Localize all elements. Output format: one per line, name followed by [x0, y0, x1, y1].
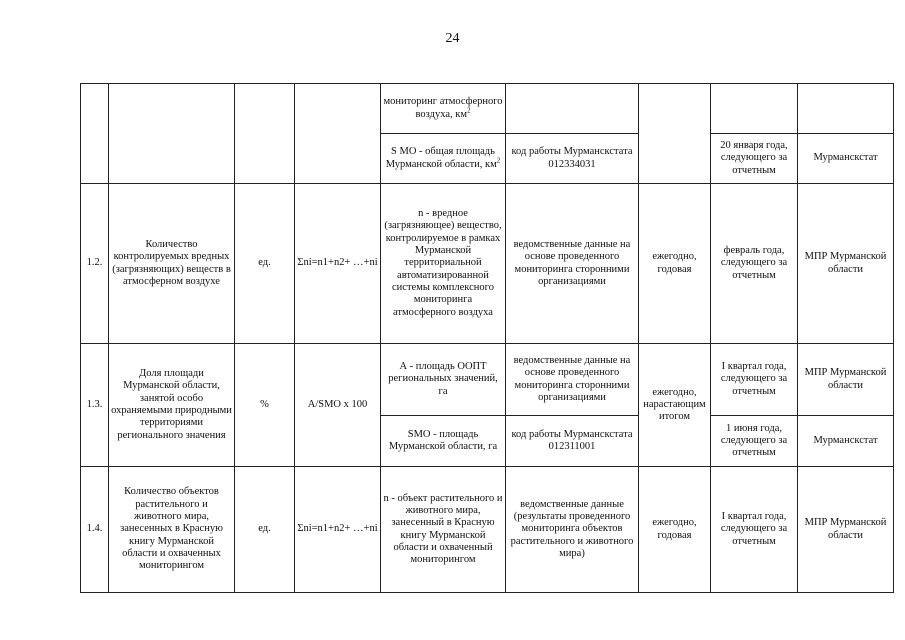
cell-source: ведомственные данные (результаты проведенного мониторинга объектов растительного и животного мира) [506, 467, 639, 593]
cell-responsible: МПР Мурманской области [798, 184, 894, 344]
cell-formula [295, 84, 381, 184]
table-row [81, 467, 894, 593]
cell-formula: Σni=n1+n2+ …+ni [295, 184, 381, 344]
table-row [81, 344, 894, 416]
cell-unit [235, 84, 295, 184]
cell-name: Доля площади Мурманской области, занятой особо охраняемыми природными территориями регионального значения [109, 344, 235, 467]
cell-deadline: I квартал года, следующего за отчетным [711, 467, 798, 593]
cell-deadline: февраль года, следующего за отчетным [711, 184, 798, 344]
cell-num: 1.4. [81, 467, 109, 593]
cell-unit: ед. [235, 467, 295, 593]
cell-source: код работы Мурманскстата 012334031 [506, 134, 639, 184]
cell-frequency [639, 84, 711, 184]
cell-name [109, 84, 235, 184]
indicators-table [80, 83, 894, 593]
cell-source: код работы Мурманскстата 012311001 [506, 416, 639, 467]
cell-source: ведомственные данные на основе проведенного мониторинга сторонними организациями [506, 184, 639, 344]
cell-deadline [711, 84, 798, 134]
cell-var-desc: n - вредное (загрязняющее) вещество, контролируемое в рамках Мурманской территориальной автоматизированной системы комплексного мониторинга атмосферного воздуха [381, 184, 506, 344]
cell-var-desc: n - объект растительного и животного мира, занесенный в Красную книгу Мурманской области и охваченный мониторингом [381, 467, 506, 593]
cell-frequency: ежегодно, годовая [639, 467, 711, 593]
cell-frequency: ежегодно, нарастающим итогом [639, 344, 711, 467]
cell-unit: % [235, 344, 295, 467]
cell-var-desc: SMO - площадь Мурманской области, га [381, 416, 506, 467]
cell-deadline: 1 июня года, следующего за отчетным [711, 416, 798, 467]
cell-var-desc: S МО - общая площадь Мурманской области, $км^2$ [381, 134, 506, 184]
cell-unit: ед. [235, 184, 295, 344]
cell-frequency: ежегодно, годовая [639, 184, 711, 344]
cell-responsible: Мурманскстат [798, 134, 894, 184]
cell-deadline: 20 января года, следующего за отчетным [711, 134, 798, 184]
table-row [81, 184, 894, 344]
cell-formula: Σni=n1+n2+ …+ni [295, 467, 381, 593]
cell-name: Количество объектов растительного и животного мира, занесенных в Красную книгу Мурманской области и охваченных мониторингом [109, 467, 235, 593]
cell-source: ведомственные данные на основе проведенного мониторинга сторонними организациями [506, 344, 639, 416]
cell-var-desc: мониторинг атмосферного воздуха, $км^2$ [381, 84, 506, 134]
cell-responsible: МПР Мурманской области [798, 467, 894, 593]
cell-name: Количество контролируемых вредных (загрязняющих) веществ в атмосферном воздухе [109, 184, 235, 344]
cell-responsible: МПР Мурманской области [798, 344, 894, 416]
cell-responsible [798, 84, 894, 134]
cell-deadline: I квартал года, следующего за отчетным [711, 344, 798, 416]
cell-num: 1.2. [81, 184, 109, 344]
table-row [81, 84, 894, 134]
cell-responsible: Мурманскстат [798, 416, 894, 467]
cell-var-desc: А - площадь ООПТ региональных значений, га [381, 344, 506, 416]
page-number: 24 [445, 31, 460, 46]
cell-num: 1.3. [81, 344, 109, 467]
cell-formula: A/SMO x 100 [295, 344, 381, 467]
cell-source [506, 84, 639, 134]
cell-num [81, 84, 109, 184]
